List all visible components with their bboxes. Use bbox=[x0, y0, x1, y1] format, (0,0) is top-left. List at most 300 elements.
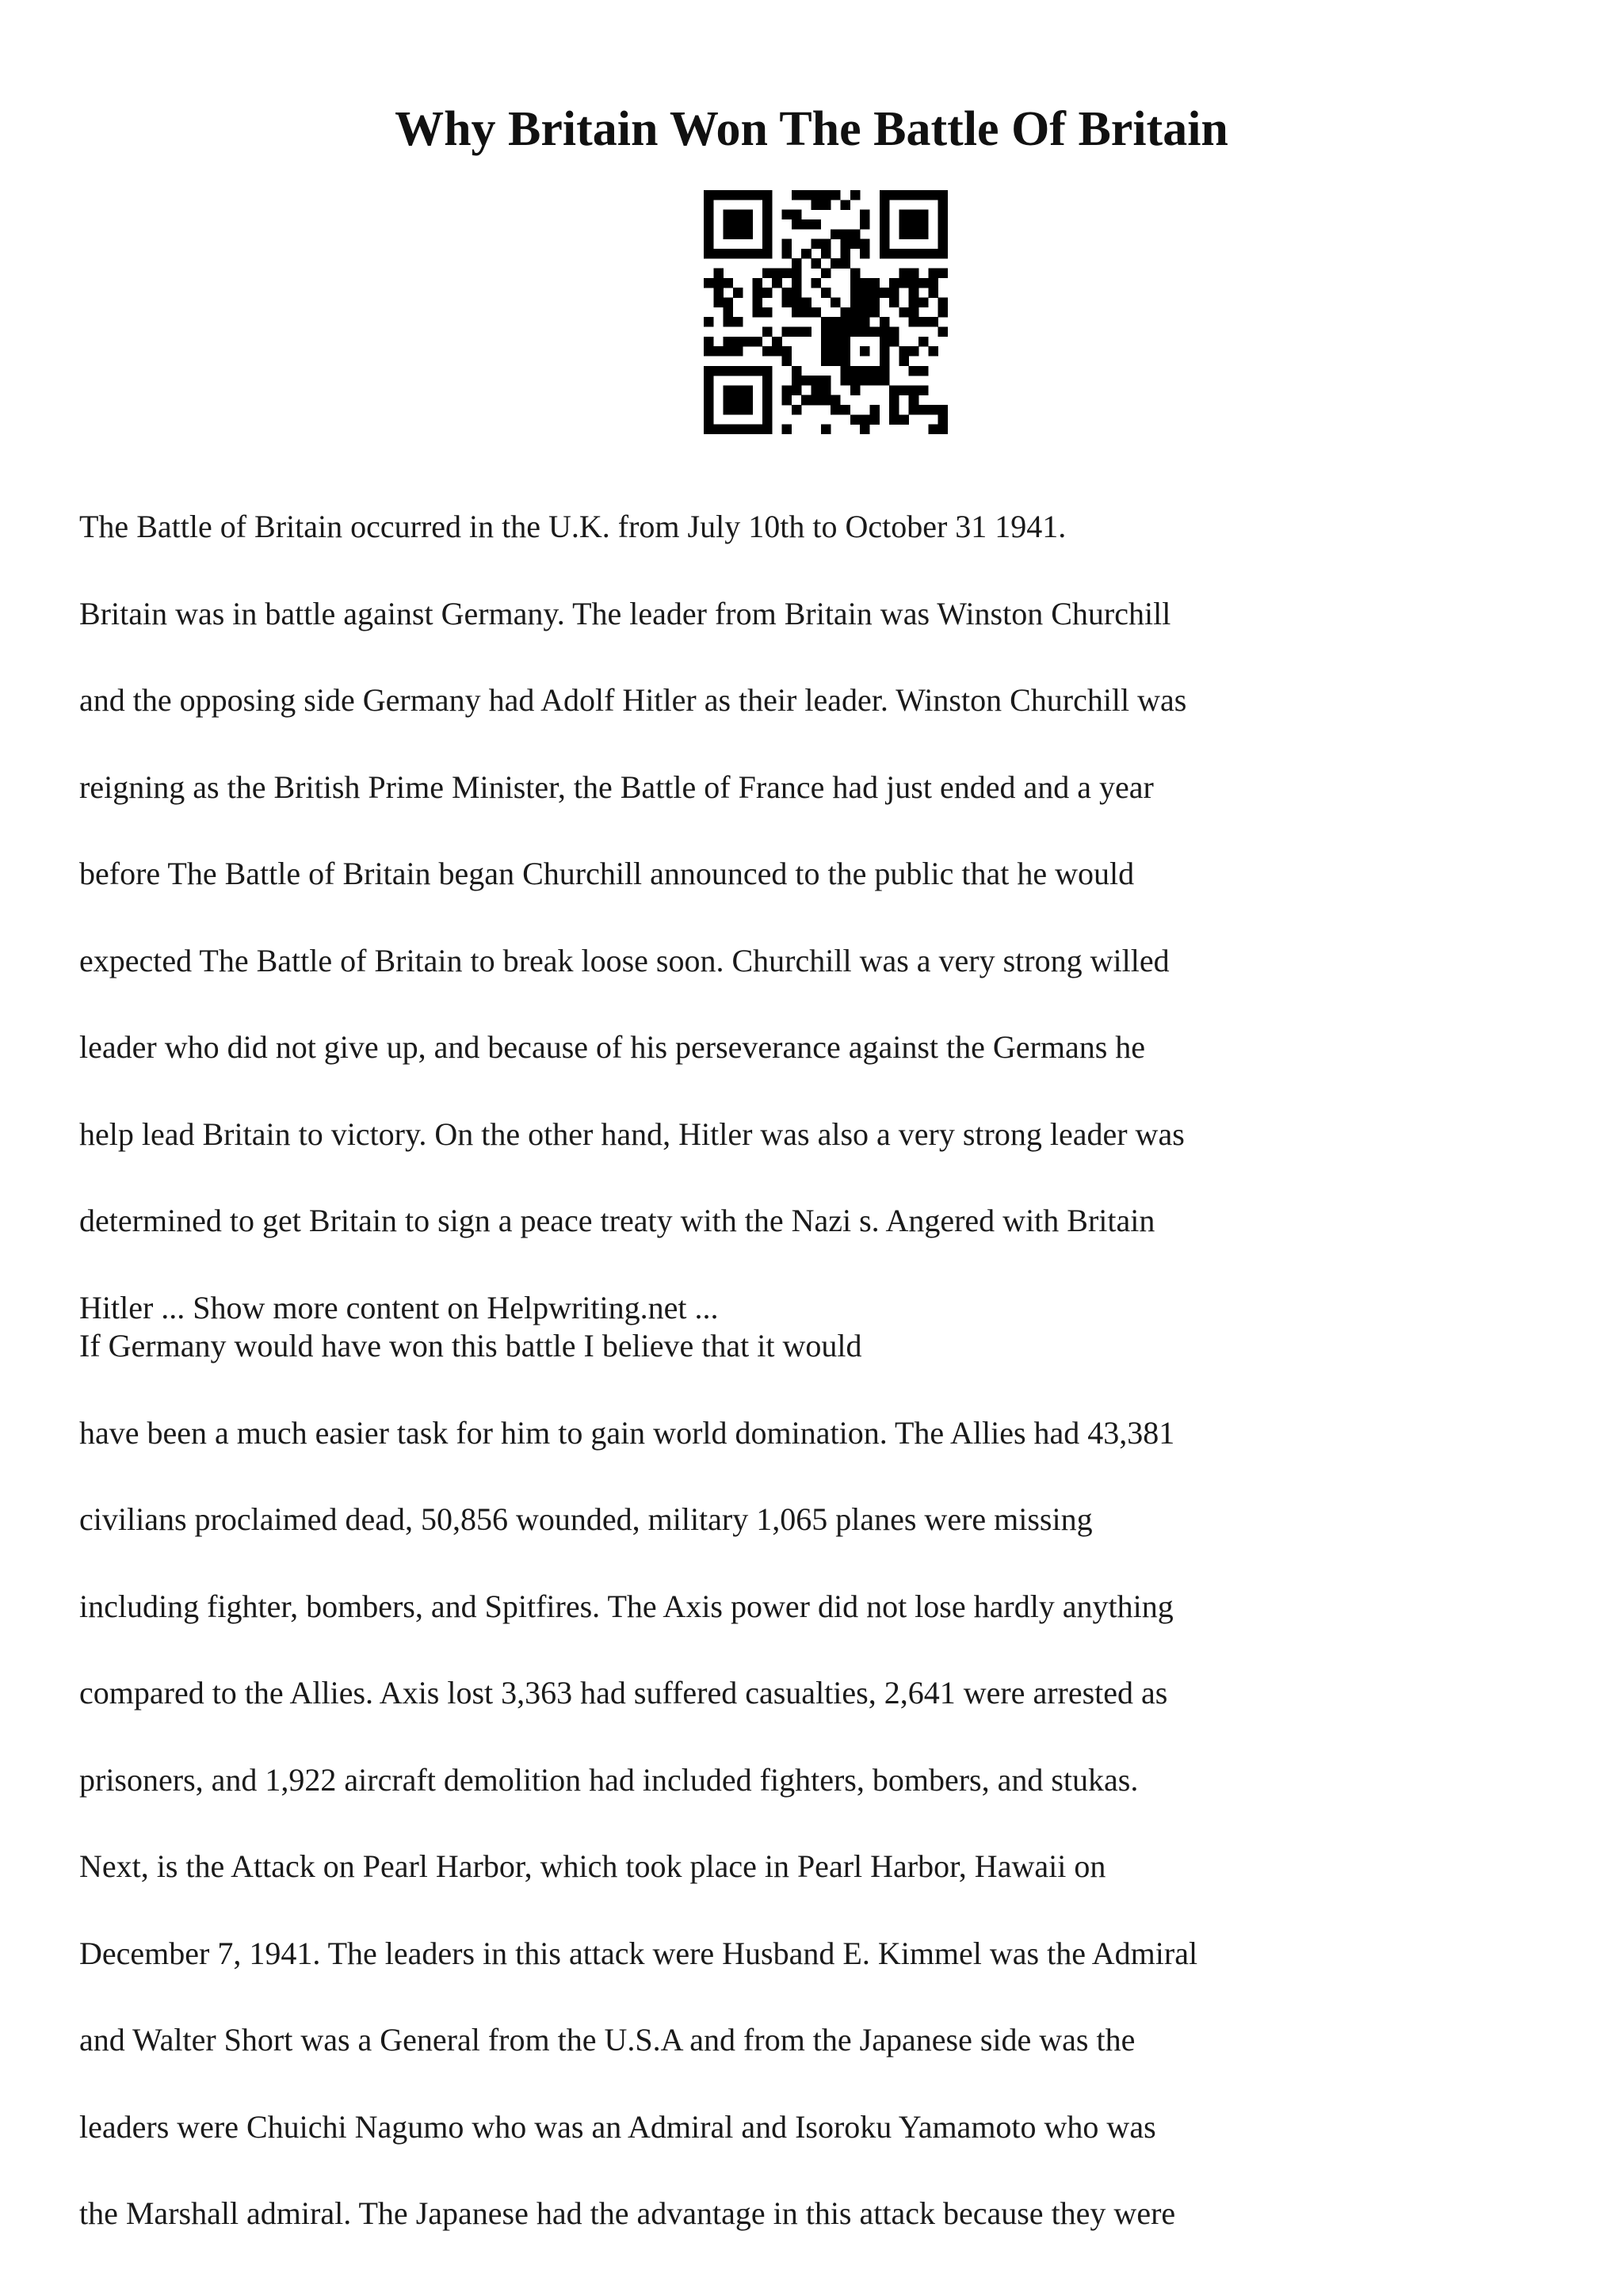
qr-module bbox=[918, 298, 929, 308]
qr-module bbox=[733, 210, 743, 220]
qr-module bbox=[899, 307, 909, 318]
qr-module bbox=[880, 200, 890, 210]
text-line: prisoners, and 1,922 aircraft demolition had included fighters, bombers, and stukas. bbox=[79, 1761, 1139, 1798]
qr-module bbox=[704, 278, 714, 288]
qr-module bbox=[909, 288, 919, 298]
qr-module bbox=[928, 249, 938, 259]
qr-module bbox=[724, 210, 734, 220]
qr-module bbox=[918, 278, 929, 288]
qr-module bbox=[938, 298, 948, 308]
qr-module bbox=[850, 366, 861, 376]
qr-module bbox=[918, 229, 929, 239]
qr-module bbox=[792, 278, 802, 288]
qr-module bbox=[860, 298, 870, 308]
qr-module bbox=[733, 249, 743, 259]
qr-module bbox=[762, 376, 773, 386]
text-line: compared to the Allies. Axis lost 3,363 had suffered casualties, 2,641 were arrested as bbox=[79, 1675, 1168, 1711]
qr-code bbox=[704, 190, 948, 434]
qr-module bbox=[850, 414, 861, 425]
paragraph-1 bbox=[79, 483, 1522, 1351]
qr-module bbox=[713, 366, 724, 376]
qr-module bbox=[899, 190, 909, 200]
qr-module bbox=[928, 278, 938, 288]
qr-module bbox=[860, 249, 870, 259]
qr-module bbox=[762, 200, 773, 210]
qr-module bbox=[938, 229, 948, 239]
qr-module bbox=[821, 317, 831, 327]
qr-module bbox=[733, 425, 743, 434]
qr-module bbox=[713, 298, 724, 308]
qr-module bbox=[909, 210, 919, 220]
qr-module bbox=[831, 190, 841, 200]
qr-module bbox=[880, 337, 890, 347]
qr-module bbox=[821, 190, 831, 200]
qr-module bbox=[724, 337, 734, 347]
qr-module bbox=[733, 405, 743, 415]
qr-module bbox=[713, 249, 724, 259]
qr-module bbox=[918, 385, 929, 395]
qr-module bbox=[812, 376, 822, 386]
qr-module bbox=[899, 346, 909, 357]
qr-module bbox=[831, 356, 841, 366]
qr-module bbox=[704, 385, 714, 395]
qr-module bbox=[880, 239, 890, 250]
qr-module bbox=[840, 405, 850, 415]
qr-module bbox=[753, 337, 763, 347]
qr-module bbox=[762, 346, 773, 357]
qr-module bbox=[840, 337, 850, 347]
qr-module bbox=[899, 229, 909, 239]
qr-module bbox=[782, 298, 792, 308]
qr-module bbox=[899, 210, 909, 220]
qr-module bbox=[704, 366, 714, 376]
text-line: Britain was in battle against Germany. The leader from Britain was Winston Churchill bbox=[79, 595, 1171, 631]
qr-module bbox=[889, 395, 899, 406]
qr-module bbox=[850, 326, 861, 337]
qr-module bbox=[918, 210, 929, 220]
qr-module bbox=[840, 229, 850, 239]
qr-module bbox=[792, 288, 802, 298]
qr-module bbox=[928, 288, 938, 298]
qr-module bbox=[860, 210, 870, 220]
qr-module bbox=[724, 317, 734, 327]
qr-module bbox=[762, 249, 773, 259]
qr-module bbox=[909, 366, 919, 376]
qr-module bbox=[743, 425, 753, 434]
qr-module bbox=[899, 278, 909, 288]
qr-module bbox=[889, 298, 899, 308]
qr-module bbox=[724, 219, 734, 230]
qr-module bbox=[889, 414, 899, 425]
qr-module bbox=[938, 414, 948, 425]
qr-module bbox=[762, 405, 773, 415]
qr-module bbox=[928, 317, 938, 327]
qr-module bbox=[928, 269, 938, 279]
qr-module bbox=[762, 385, 773, 395]
qr-module bbox=[938, 269, 948, 279]
qr-module bbox=[909, 307, 919, 318]
qr-module bbox=[782, 288, 792, 298]
qr-module bbox=[821, 385, 831, 395]
qr-module bbox=[743, 385, 753, 395]
qr-module bbox=[782, 239, 792, 250]
qr-module bbox=[850, 239, 861, 250]
qr-module bbox=[840, 346, 850, 357]
qr-module bbox=[880, 326, 890, 337]
text-line: determined to get Britain to sign a peace treaty with the Nazi s. Angered with Britain bbox=[79, 1203, 1155, 1238]
qr-module bbox=[850, 385, 861, 395]
qr-module bbox=[880, 229, 890, 239]
qr-module bbox=[860, 219, 870, 230]
qr-module bbox=[918, 337, 929, 347]
qr-module bbox=[724, 278, 734, 288]
qr-module bbox=[860, 326, 870, 337]
qr-module bbox=[909, 395, 919, 406]
qr-module bbox=[909, 249, 919, 259]
qr-module bbox=[821, 395, 831, 406]
qr-module bbox=[889, 385, 899, 395]
qr-module bbox=[918, 219, 929, 230]
qr-module bbox=[782, 395, 792, 406]
qr-module bbox=[724, 346, 734, 357]
text-line: Next, is the Attack on Pearl Harbor, which took place in Pearl Harbor, Hawaii on bbox=[79, 1848, 1106, 1884]
qr-module bbox=[821, 200, 831, 210]
qr-module bbox=[801, 307, 812, 318]
qr-module bbox=[812, 278, 822, 288]
qr-module bbox=[713, 288, 724, 298]
qr-module bbox=[918, 249, 929, 259]
qr-module bbox=[772, 337, 782, 347]
qr-module bbox=[918, 366, 929, 376]
qr-module bbox=[909, 317, 919, 327]
qr-module bbox=[704, 219, 714, 230]
qr-module bbox=[704, 249, 714, 259]
qr-module bbox=[812, 239, 822, 250]
qr-module bbox=[713, 269, 724, 279]
qr-module bbox=[880, 249, 890, 259]
qr-module bbox=[762, 366, 773, 376]
qr-module bbox=[860, 366, 870, 376]
text-line: leader who did not give up, and because of his perseverance against the Germans he bbox=[79, 1029, 1146, 1065]
qr-module bbox=[860, 414, 870, 425]
text-line: and Walter Short was a General from the U.S.A and from the Japanese side was the bbox=[79, 2022, 1136, 2058]
document-title: Why Britain Won The Battle Of Britain bbox=[395, 102, 1228, 156]
qr-module bbox=[909, 269, 919, 279]
qr-module bbox=[918, 190, 929, 200]
qr-module bbox=[840, 307, 850, 318]
text-line: The Battle of Britain occurred in the U.K. from July 10th to October 31 1941. bbox=[79, 509, 1067, 544]
qr-module bbox=[753, 425, 763, 434]
qr-module bbox=[812, 385, 822, 395]
text-line: before The Battle of Britain began Churchill announced to the public that he would bbox=[79, 856, 1135, 891]
qr-module bbox=[743, 210, 753, 220]
qr-module bbox=[821, 356, 831, 366]
qr-module bbox=[724, 366, 734, 376]
qr-module bbox=[724, 385, 734, 395]
qr-module bbox=[889, 405, 899, 415]
qr-module bbox=[782, 269, 792, 279]
qr-module bbox=[850, 317, 861, 327]
qr-module bbox=[938, 239, 948, 250]
qr-module bbox=[850, 376, 861, 386]
qr-module bbox=[733, 395, 743, 406]
text-line: reigning as the British Prime Minister, the Battle of France had just ended and a year bbox=[79, 769, 1154, 805]
text-line: have been a much easier task for him to gain world domination. The Allies had 43,381 bbox=[79, 1414, 1175, 1451]
qr-module bbox=[938, 249, 948, 259]
qr-module bbox=[782, 210, 792, 220]
qr-module bbox=[733, 288, 743, 298]
qr-module bbox=[889, 337, 899, 347]
qr-module bbox=[713, 190, 724, 200]
qr-module bbox=[713, 425, 724, 434]
qr-module bbox=[869, 414, 880, 425]
qr-module bbox=[831, 405, 841, 415]
qr-module bbox=[733, 190, 743, 200]
qr-module bbox=[704, 190, 714, 200]
qr-module bbox=[909, 229, 919, 239]
qr-module bbox=[782, 346, 792, 357]
qr-module bbox=[782, 385, 792, 395]
qr-module bbox=[704, 239, 714, 250]
qr-module bbox=[850, 298, 861, 308]
qr-module bbox=[938, 200, 948, 210]
qr-module bbox=[792, 190, 802, 200]
qr-module bbox=[772, 346, 782, 357]
qr-module bbox=[724, 307, 734, 318]
qr-module bbox=[880, 346, 890, 357]
qr-module bbox=[753, 249, 763, 259]
qr-module bbox=[889, 326, 899, 337]
qr-module bbox=[880, 317, 890, 327]
qr-module bbox=[869, 405, 880, 415]
qr-module bbox=[899, 269, 909, 279]
qr-module bbox=[704, 317, 714, 327]
qr-module bbox=[782, 249, 792, 259]
qr-module bbox=[801, 395, 812, 406]
qr-module bbox=[831, 337, 841, 347]
qr-module bbox=[724, 395, 734, 406]
qr-module bbox=[821, 288, 831, 298]
text-line: civilians proclaimed dead, 50,856 wounded, military 1,065 planes were missing bbox=[79, 1501, 1093, 1537]
qr-module bbox=[840, 326, 850, 337]
qr-module bbox=[889, 190, 899, 200]
qr-module bbox=[880, 376, 890, 386]
qr-module bbox=[704, 210, 714, 220]
qr-module bbox=[899, 385, 909, 395]
qr-module bbox=[704, 414, 714, 425]
qr-module bbox=[762, 395, 773, 406]
qr-module bbox=[938, 219, 948, 230]
qr-module bbox=[724, 425, 734, 434]
qr-module bbox=[831, 229, 841, 239]
qr-module bbox=[821, 346, 831, 357]
qr-module bbox=[743, 337, 753, 347]
qr-module bbox=[831, 395, 841, 406]
qr-module bbox=[743, 405, 753, 415]
qr-module bbox=[762, 326, 773, 337]
qr-module bbox=[831, 258, 841, 269]
qr-module bbox=[821, 337, 831, 347]
qr-module bbox=[821, 249, 831, 259]
qr-module bbox=[860, 346, 870, 357]
qr-module bbox=[860, 317, 870, 327]
qr-module bbox=[753, 366, 763, 376]
qr-module bbox=[762, 210, 773, 220]
qr-module bbox=[928, 425, 938, 434]
qr-module bbox=[782, 326, 792, 337]
qr-module bbox=[812, 219, 822, 230]
qr-module bbox=[704, 346, 714, 357]
qr-module bbox=[938, 190, 948, 200]
qr-module bbox=[909, 405, 919, 415]
qr-module bbox=[880, 190, 890, 200]
qr-module bbox=[860, 288, 870, 298]
qr-module bbox=[850, 229, 861, 239]
qr-module bbox=[762, 190, 773, 200]
qr-module bbox=[743, 395, 753, 406]
qr-module bbox=[840, 258, 850, 269]
qr-module bbox=[909, 219, 919, 230]
qr-module bbox=[704, 376, 714, 386]
text-line: If Germany would have won this battle I believe that it would bbox=[79, 1328, 862, 1363]
qr-module bbox=[918, 405, 929, 415]
qr-module bbox=[713, 346, 724, 357]
qr-module bbox=[792, 269, 802, 279]
qr-module bbox=[753, 278, 763, 288]
text-line: the Marshall admiral. The Japanese had the advantage in this attack because they were bbox=[79, 2195, 1176, 2231]
qr-module bbox=[880, 366, 890, 376]
qr-module bbox=[812, 395, 822, 406]
qr-module bbox=[792, 307, 802, 318]
qr-module bbox=[850, 278, 861, 288]
qr-module bbox=[860, 425, 870, 434]
qr-module bbox=[753, 307, 763, 318]
qr-module bbox=[704, 395, 714, 406]
qr-module bbox=[812, 190, 822, 200]
qr-module bbox=[724, 249, 734, 259]
qr-module bbox=[899, 414, 909, 425]
qr-module bbox=[928, 190, 938, 200]
qr-module bbox=[840, 366, 850, 376]
qr-module bbox=[869, 366, 880, 376]
qr-module bbox=[772, 269, 782, 279]
qr-module bbox=[840, 376, 850, 386]
qr-module bbox=[801, 219, 812, 230]
qr-module bbox=[753, 190, 763, 200]
qr-module bbox=[880, 219, 890, 230]
qr-module bbox=[869, 298, 880, 308]
paragraph-2 bbox=[79, 1302, 1522, 2257]
text-line: and the opposing side Germany had Adolf Hitler as their leader. Winston Churchill was bbox=[79, 682, 1187, 718]
qr-module bbox=[733, 385, 743, 395]
qr-module bbox=[831, 326, 841, 337]
qr-module bbox=[762, 239, 773, 250]
qr-module bbox=[928, 405, 938, 415]
qr-module bbox=[704, 425, 714, 434]
qr-module bbox=[860, 278, 870, 288]
qr-module bbox=[724, 405, 734, 415]
qr-module bbox=[831, 346, 841, 357]
qr-module bbox=[792, 258, 802, 269]
qr-module bbox=[869, 326, 880, 337]
qr-module bbox=[831, 317, 841, 327]
qr-module bbox=[733, 366, 743, 376]
qr-module bbox=[880, 288, 890, 298]
qr-module bbox=[812, 307, 822, 318]
qr-module bbox=[938, 405, 948, 415]
qr-module bbox=[909, 346, 919, 357]
qr-module bbox=[812, 258, 822, 269]
qr-module bbox=[909, 298, 919, 308]
qr-module bbox=[938, 210, 948, 220]
qr-module bbox=[782, 425, 792, 434]
qr-module bbox=[792, 210, 802, 220]
qr-module bbox=[792, 326, 802, 337]
qr-module bbox=[733, 317, 743, 327]
qr-module bbox=[704, 337, 714, 347]
qr-code-graphic bbox=[704, 190, 948, 434]
text-line: including fighter, bombers, and Spitfires. The Axis power did not lose hardly anything bbox=[79, 1588, 1174, 1624]
qr-module bbox=[801, 249, 812, 259]
qr-module bbox=[801, 376, 812, 386]
qr-module bbox=[840, 356, 850, 366]
qr-module bbox=[724, 298, 734, 308]
qr-module bbox=[899, 249, 909, 259]
qr-module bbox=[733, 346, 743, 357]
qr-module bbox=[860, 376, 870, 386]
qr-module bbox=[850, 190, 861, 200]
qr-module bbox=[899, 356, 909, 366]
qr-module bbox=[840, 200, 850, 210]
qr-module bbox=[713, 278, 724, 288]
qr-module bbox=[840, 239, 850, 250]
qr-module bbox=[909, 190, 919, 200]
qr-module bbox=[762, 307, 773, 318]
qr-module bbox=[938, 425, 948, 434]
qr-module bbox=[762, 269, 773, 279]
qr-module bbox=[821, 239, 831, 250]
qr-module bbox=[762, 414, 773, 425]
qr-module bbox=[928, 346, 938, 357]
qr-module bbox=[743, 190, 753, 200]
qr-module bbox=[889, 278, 899, 288]
qr-module bbox=[909, 278, 919, 288]
qr-module bbox=[762, 229, 773, 239]
qr-module bbox=[753, 298, 763, 308]
qr-module bbox=[801, 326, 812, 337]
qr-module bbox=[782, 356, 792, 366]
qr-module bbox=[801, 298, 812, 308]
qr-module bbox=[762, 288, 773, 298]
qr-module bbox=[850, 288, 861, 298]
qr-module bbox=[860, 239, 870, 250]
qr-module bbox=[918, 317, 929, 327]
qr-module bbox=[801, 190, 812, 200]
qr-module bbox=[704, 405, 714, 415]
qr-module bbox=[724, 229, 734, 239]
qr-module bbox=[899, 219, 909, 230]
qr-module bbox=[880, 210, 890, 220]
qr-module bbox=[938, 307, 948, 318]
text-line: Hitler ... Show more content on Helpwriting.net ... bbox=[79, 1289, 719, 1325]
qr-module bbox=[772, 278, 782, 288]
qr-module bbox=[850, 307, 861, 318]
qr-module bbox=[831, 298, 841, 308]
qr-module bbox=[821, 376, 831, 386]
text-line: expected The Battle of Britain to break loose soon. Churchill was a very strong willed bbox=[79, 942, 1170, 978]
qr-module bbox=[762, 219, 773, 230]
qr-module bbox=[733, 219, 743, 230]
